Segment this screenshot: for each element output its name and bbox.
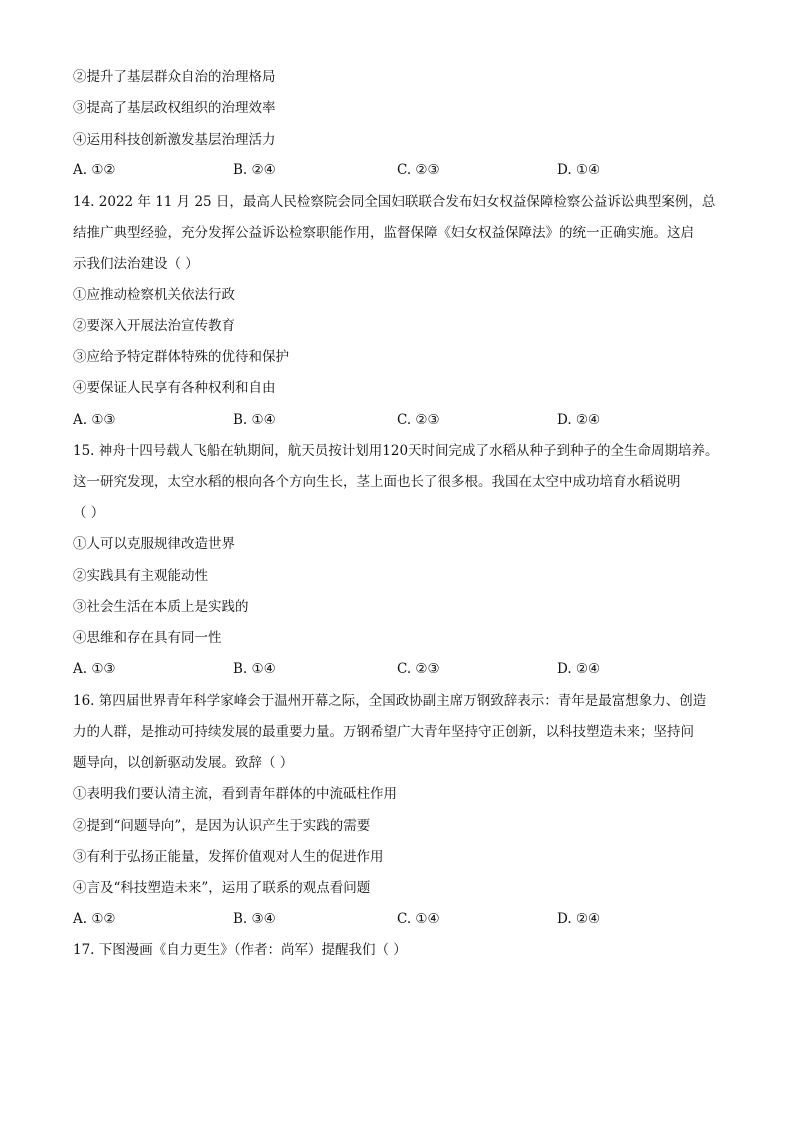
q15-item-4: ④思维和存在具有同一性: [73, 630, 222, 646]
q16-option-c: C. ①④: [397, 911, 440, 927]
q14-option-a: A. ①③: [73, 412, 116, 428]
q14-item-3: ③应给予特定群体特殊的优待和保护: [73, 349, 289, 365]
q16-option-b: B. ③④: [233, 911, 276, 927]
q14-stem-line-1: 14. 2022 年 11 月 25 日，最高人民检察院会同全国妇联联合发布妇女权益保障检察公益诉讼典型案例，总: [73, 194, 716, 210]
q16-item-2: ②提到“问题导向”，是因为认识产生于实践的需要: [73, 818, 371, 834]
q15-stem-line-3: （ ）: [73, 505, 105, 521]
q14-option-c: C. ②③: [397, 412, 440, 428]
q16-item-1: ①表明我们要认清主流，看到青年群体的中流砥柱作用: [73, 786, 397, 802]
q16-option-d: D. ②④: [557, 911, 601, 927]
q14-stem-line-2: 结推广典型经验，充分发挥公益诉讼检察职能作用，监督保障《妇女权益保障法》的统一正确实施。这启: [73, 225, 694, 241]
q15-item-1: ①人可以克服规律改造世界: [73, 536, 235, 552]
q13-item-4: ④运用科技创新激发基层治理活力: [73, 132, 276, 148]
q14-item-4: ④要保证人民享有各种权利和自由: [73, 380, 276, 396]
q16-stem-line-2: 力的人群，是推动可持续发展的最重要力量。万钢希望广大青年坚持守正创新，以科技塑造未来；坚持问: [73, 724, 694, 740]
q14-option-b: B. ①④: [233, 412, 276, 428]
q14-item-1: ①应推动检察机关依法行政: [73, 287, 235, 303]
q13-item-3: ③提高了基层政权组织的治理效率: [73, 100, 276, 116]
q14-stem-line-3: 示我们法治建设（ ）: [73, 256, 199, 272]
q15-item-3: ③社会生活在本质上是实践的: [73, 599, 249, 615]
q13-item-2: ②提升了基层群众自治的治理格局: [73, 69, 276, 85]
q15-stem-line-1: 15. 神舟十四号载人飞船在轨期间，航天员按计划用120天时间完成了水稻从种子到种子的全生命周期培养。: [73, 443, 719, 459]
q14-item-2: ②要深入开展法治宣传教育: [73, 318, 235, 334]
q13-option-a: A. ①②: [73, 162, 116, 178]
q15-stem-line-2: 这一研究发现，太空水稻的根向各个方向生长，茎上面也长了很多根。我国在太空中成功培育水稻说明: [73, 474, 681, 490]
q16-item-4: ④言及“科技塑造未来”，运用了联系的观点看问题: [73, 880, 371, 896]
q16-stem-line-3: 题导向，以创新驱动发展。致辞（ ）: [73, 755, 294, 771]
q13-option-d: D. ①④: [557, 162, 601, 178]
q13-option-c: C. ②③: [397, 162, 440, 178]
q15-item-2: ②实践具有主观能动性: [73, 568, 208, 584]
q16-item-3: ③有利于弘扬正能量，发挥价值观对人生的促进作用: [73, 849, 384, 865]
q13-option-b: B. ②④: [233, 162, 276, 178]
q15-option-b: B. ①④: [233, 661, 276, 677]
q17-stem-line-1: 17. 下图漫画《自力更生》（作者：尚军）提醒我们（ ）: [73, 942, 407, 958]
q15-option-c: C. ②③: [397, 661, 440, 677]
q16-option-a: A. ①②: [73, 911, 116, 927]
q15-option-d: D. ②④: [557, 661, 601, 677]
q16-stem-line-1: 16. 第四届世界青年科学家峰会于温州开幕之际，全国政协副主席万钢致辞表示：青年是最富想象力、创造: [73, 693, 707, 709]
q14-option-d: D. ②④: [557, 412, 601, 428]
q15-option-a: A. ①③: [73, 661, 116, 677]
